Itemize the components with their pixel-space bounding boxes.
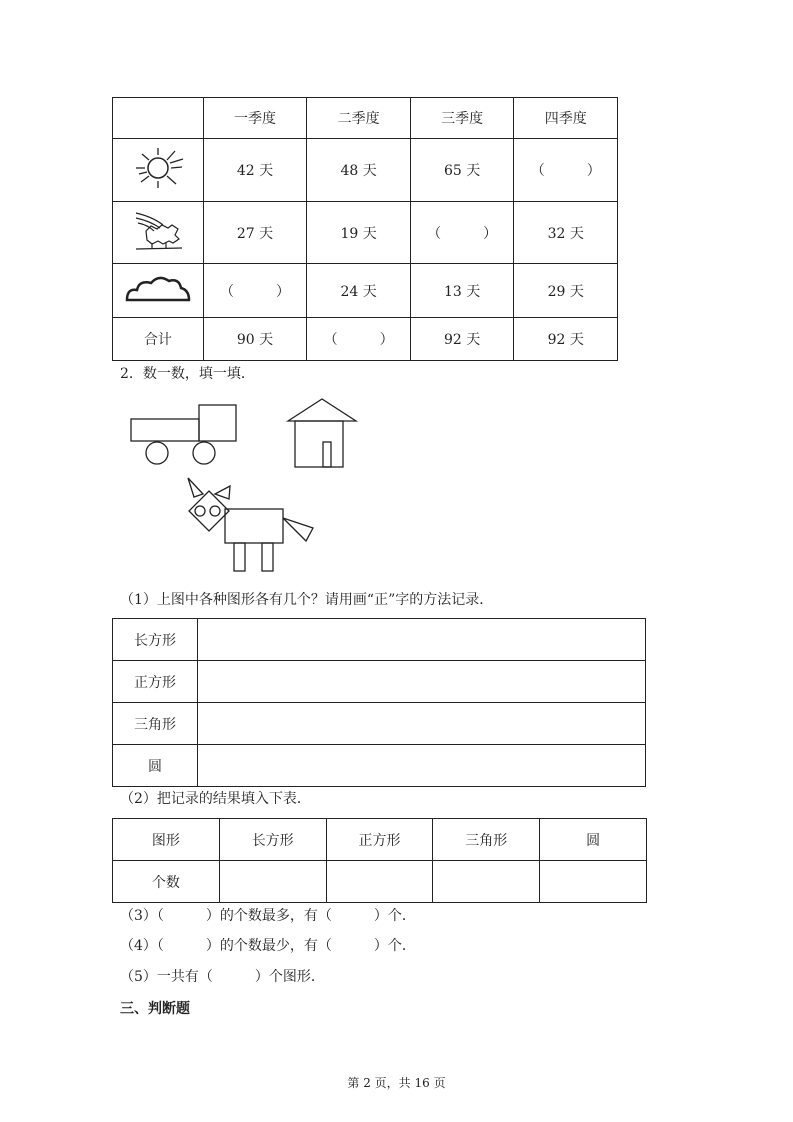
header-cell: 一季度 xyxy=(203,98,307,139)
cell: 13 天 xyxy=(410,264,514,318)
cell: 24 天 xyxy=(307,264,411,318)
sub-question-5: （5）一共有（ ）个图形． xyxy=(120,969,325,985)
row-label: 长方形 xyxy=(113,619,198,661)
header-cell: 三角形 xyxy=(433,819,540,861)
row-label: 个数 xyxy=(113,861,220,903)
header-cell: 正方形 xyxy=(326,819,433,861)
count-input[interactable] xyxy=(326,861,433,903)
header-cell: 圆 xyxy=(540,819,647,861)
answer-blank[interactable]: （ ） xyxy=(410,202,514,264)
header-cell: 长方形 xyxy=(219,819,326,861)
sub-question-3: （3）（ ）的个数最多，有（ ）个． xyxy=(120,908,416,924)
question-2-title: 2．数一数，填一填． xyxy=(120,366,255,382)
header-cell: 图形 xyxy=(113,819,220,861)
sub-question-1: （1）上图中各种图形各有几个？请用画“正”字的方法记录． xyxy=(120,592,494,608)
count-input[interactable] xyxy=(540,861,647,903)
cell: 42 天 xyxy=(203,139,307,202)
header-cell: 四季度 xyxy=(514,98,618,139)
sub-question-2: （2）把记录的结果填入下表． xyxy=(120,791,311,807)
cell: 92 天 xyxy=(410,318,514,361)
count-input[interactable] xyxy=(433,861,540,903)
cow-figure xyxy=(188,478,313,571)
house-figure xyxy=(288,399,356,467)
total-label: 合计 xyxy=(113,318,204,361)
cell: 48 天 xyxy=(307,139,411,202)
cell: 65 天 xyxy=(410,139,514,202)
row-label: 三角形 xyxy=(113,703,198,745)
row-label: 正方形 xyxy=(113,661,198,703)
tally-table xyxy=(112,618,646,787)
section-heading: 三、判断题 xyxy=(120,1001,190,1017)
tally-input[interactable] xyxy=(198,661,646,703)
cell: 29 天 xyxy=(514,264,618,318)
cell: 27 天 xyxy=(203,202,307,264)
page-footer: 第 2 页，共 16 页 xyxy=(347,1076,446,1090)
row-label: 圆 xyxy=(113,745,198,787)
count-input[interactable] xyxy=(219,861,326,903)
tally-input[interactable] xyxy=(198,745,646,787)
sub-question-4: （4）（ ）的个数最少，有（ ）个． xyxy=(120,938,416,954)
tally-input[interactable] xyxy=(198,703,646,745)
truck-figure xyxy=(131,405,236,464)
answer-blank[interactable]: （ ） xyxy=(203,264,307,318)
answer-blank[interactable]: （ ） xyxy=(514,139,618,202)
cell: 90 天 xyxy=(203,318,307,361)
count-table xyxy=(112,818,647,903)
cell: 19 天 xyxy=(307,202,411,264)
cell: 32 天 xyxy=(514,202,618,264)
header-cell: 二季度 xyxy=(307,98,411,139)
header-cell: 三季度 xyxy=(410,98,514,139)
tally-input[interactable] xyxy=(198,619,646,661)
cell: 92 天 xyxy=(514,318,618,361)
answer-blank[interactable]: （ ） xyxy=(307,318,411,361)
